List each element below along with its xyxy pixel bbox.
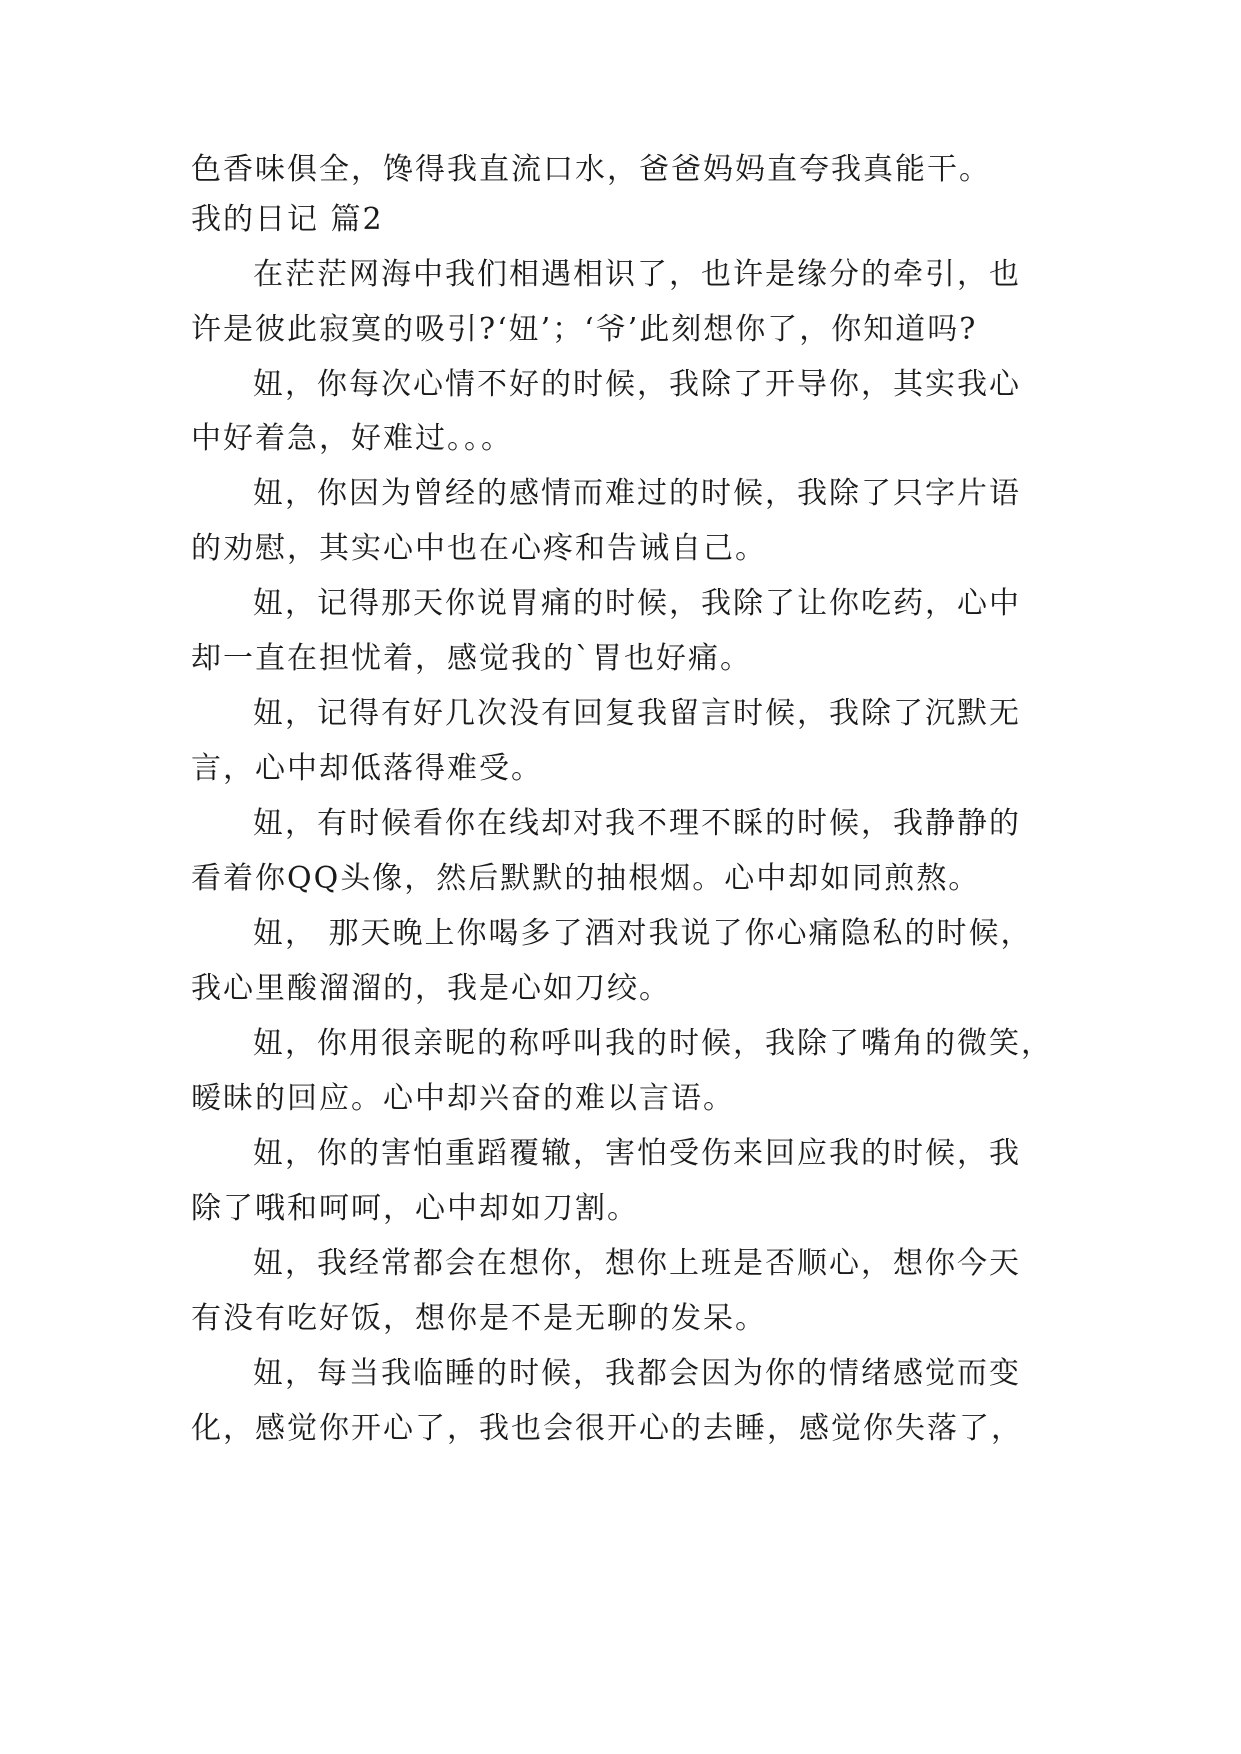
section-heading: 我的日记 篇2 — [191, 202, 384, 237]
text-line: 化，感觉你开心了，我也会很开心的去睡，感觉你失落了， — [191, 1411, 1023, 1446]
text-line: 却一直在担忧着，感觉我的`胃也好痛。 — [191, 641, 752, 676]
text-line: 言，心中却低落得难受。 — [191, 751, 543, 786]
paragraph-first-line: 在茫茫网海中我们相遇相识了，也许是缘分的牵引，也 — [253, 257, 1021, 292]
text-line: 的劝慰，其实心中也在心疼和告诫自己。 — [191, 531, 767, 566]
paragraph-first-line: 妞，有时候看你在线却对我不理不睬的时候，我静静的 — [253, 806, 1021, 841]
paragraph-first-line: 妞，你每次心情不好的时候，我除了开导你，其实我心 — [253, 367, 1021, 402]
paragraph-first-line: 妞，你用很亲昵的称呼叫我的时候，我除了嘴角的微笑， — [253, 1026, 1053, 1061]
text-line: 中好着急，好难过。。。 — [191, 421, 513, 456]
text-line: 有没有吃好饭，想你是不是无聊的发呆。 — [191, 1301, 767, 1336]
paragraph-first-line: 妞，记得那天你说胃痛的时候，我除了让你吃药，心中 — [253, 586, 1021, 621]
text-line: 我心里酸溜溜的，我是心如刀绞。 — [191, 971, 671, 1006]
text-line: 除了哦和呵呵，心中却如刀割。 — [191, 1191, 639, 1226]
text-line: 色香味俱全，馋得我直流口水，爸爸妈妈直夸我真能干。 — [191, 152, 991, 187]
text-line: 许是彼此寂寞的吸引?‘妞’；‘爷’此刻想你了，你知道吗? — [191, 312, 978, 347]
paragraph-first-line: 妞，每当我临睡的时候，我都会因为你的情绪感觉而变 — [253, 1356, 1021, 1391]
paragraph-first-line: 妞，你因为曾经的感情而难过的时候，我除了只字片语 — [253, 476, 1021, 511]
paragraph-first-line: 妞， 那天晚上你喝多了酒对我说了你心痛隐私的时候， — [253, 916, 1033, 951]
paragraph-first-line: 妞，我经常都会在想你，想你上班是否顺心，想你今天 — [253, 1246, 1021, 1281]
text-line: 看着你QQ头像，然后默默的抽根烟。心中却如同煎熬。 — [191, 861, 981, 896]
paragraph-first-line: 妞，你的害怕重蹈覆辙，害怕受伤来回应我的时候，我 — [253, 1136, 1021, 1171]
text-line: 暧昧的回应。心中却兴奋的难以言语。 — [191, 1081, 735, 1116]
paragraph-first-line: 妞，记得有好几次没有回复我留言时候，我除了沉默无 — [253, 696, 1021, 731]
